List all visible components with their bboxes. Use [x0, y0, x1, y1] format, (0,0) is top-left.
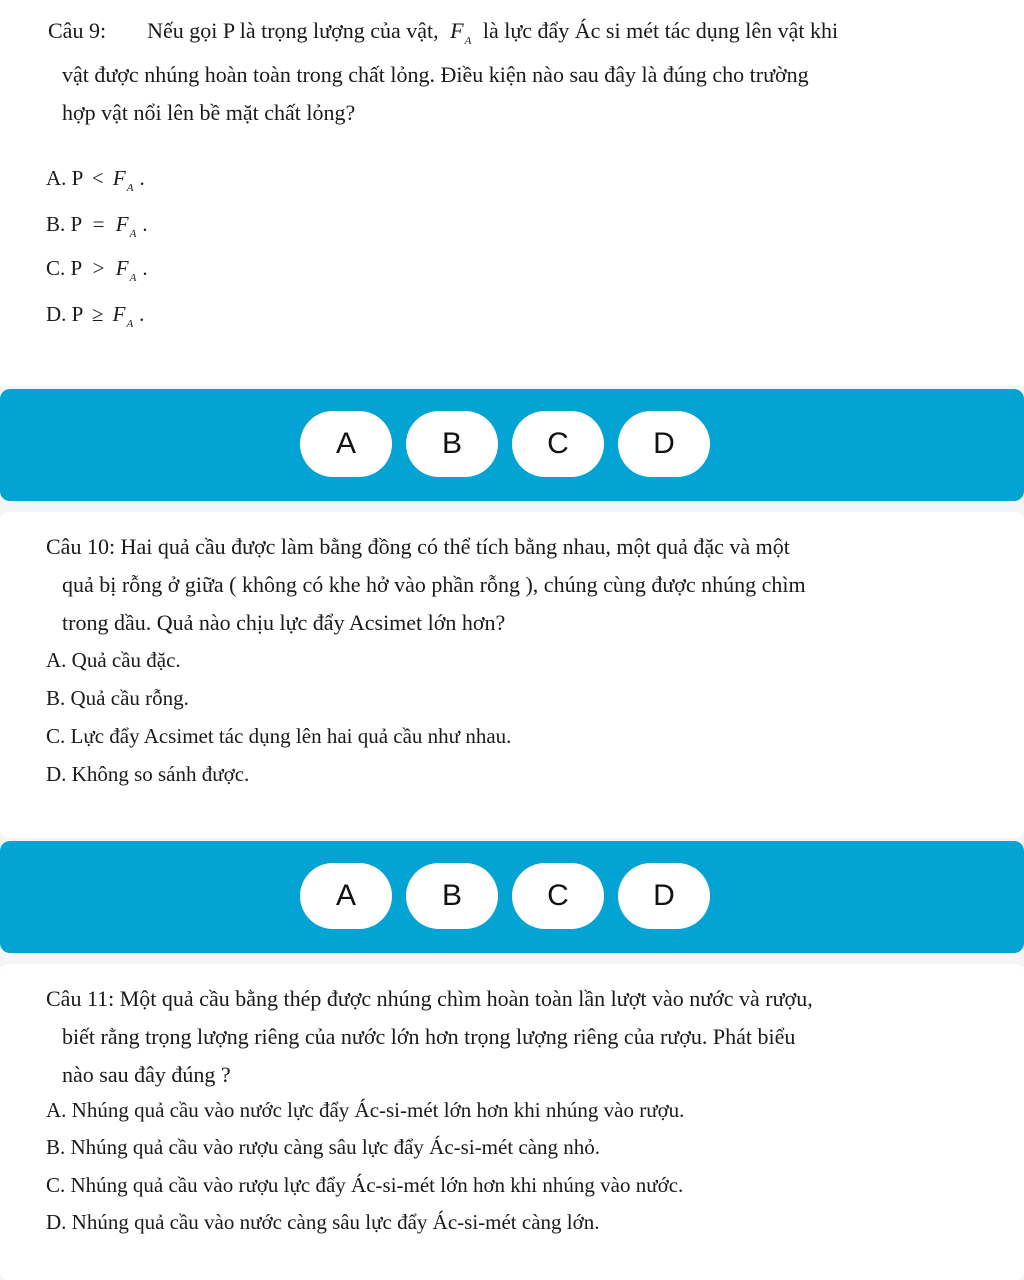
answer-button-d-2[interactable]: D [618, 863, 710, 929]
q9-line1-end: là lực đẩy Ác si mét tác dụng lên vật khi [482, 18, 839, 43]
q11-line-1: Câu 11: Một quả cầu bằng thép được nhúng chìm hoàn toàn lần lượt vào nước và rượu, [46, 986, 813, 1011]
q9-line1-symbol: F [450, 18, 464, 43]
answer-button-d-1[interactable]: D [618, 411, 710, 477]
q10-line-1: Câu 10: Hai quả cầu được làm bằng đồng có thể tích bằng nhau, một quả đặc và một [46, 534, 790, 559]
q9-line-2: vật được nhúng hoàn toàn trong chất lỏng. Điều kiện nào sau đây là đúng cho trường [62, 62, 809, 87]
q10-line-2: quả bị rỗng ở giữa ( không có khe hở vào phần rỗng ), chúng cùng được nhúng chìm [62, 572, 806, 597]
answer-band-1 [0, 389, 1024, 501]
answer-button-a-1[interactable]: A [300, 411, 392, 477]
q11-option-a: A. Nhúng quả cầu vào nước lực đẩy Ác-si-mét lớn hơn khi nhúng vào rượu. [46, 1098, 685, 1122]
q9-label: Câu 9: [48, 18, 107, 43]
q10-line-3: trong dầu. Quả nào chịu lực đẩy Acsimet lớn hơn? [62, 610, 506, 635]
q11-line-3: nào sau đây đúng ? [62, 1062, 231, 1087]
q10-option-d: D. Không so sánh được. [46, 762, 250, 786]
q10-option-c: C. Lực đẩy Acsimet tác dụng lên hai quả cầu như nhau. [46, 724, 512, 748]
q11-option-c: C. Nhúng quả cầu vào rượu lực đẩy Ác-si-mét lớn hơn khi nhúng vào nước. [46, 1173, 684, 1197]
q9-line-3: hợp vật nổi lên bề mặt chất lỏng? [62, 100, 356, 125]
q9-line1-text: Nếu gọi P là trọng lượng của vật, [147, 18, 439, 43]
q10-option-b: B. Quả cầu rỗng. [46, 686, 189, 710]
answer-button-b-1[interactable]: B [406, 411, 498, 477]
q9-line-1 [48, 18, 839, 47]
q9-option-b: B. $P = F_A$ . [46, 212, 148, 240]
question-9-card [0, 0, 1024, 386]
answer-button-a-2[interactable]: A [300, 863, 392, 929]
q11-option-d: D. Nhúng quả cầu vào nước càng sâu lực đẩy Ác-si-mét càng lớn. [46, 1210, 600, 1234]
answer-button-c-2[interactable]: C [512, 863, 604, 929]
q10-option-a: A. Quả cầu đặc. [46, 648, 181, 672]
answer-button-b-2[interactable]: B [406, 863, 498, 929]
answer-band-2 [0, 841, 1024, 953]
q9-line1-subscript: A [464, 35, 472, 47]
answer-button-c-1[interactable]: C [512, 411, 604, 477]
q11-option-b: B. Nhúng quả cầu vào rượu càng sâu lực đẩy Ác-si-mét càng nhỏ. [46, 1135, 601, 1159]
q9-option-c: C. $P > F_A$ . [46, 256, 148, 284]
q9-option-d: D. $P \ge F_A$ . [46, 302, 145, 330]
q9-option-a: A. $P < F_A$ . [46, 166, 145, 194]
question-11-card [0, 964, 1024, 1280]
q11-line-2: biết rằng trọng lượng riêng của nước lớn hơn trọng lượng riêng của rượu. Phát biểu [62, 1024, 796, 1049]
question-10-card [0, 512, 1024, 838]
